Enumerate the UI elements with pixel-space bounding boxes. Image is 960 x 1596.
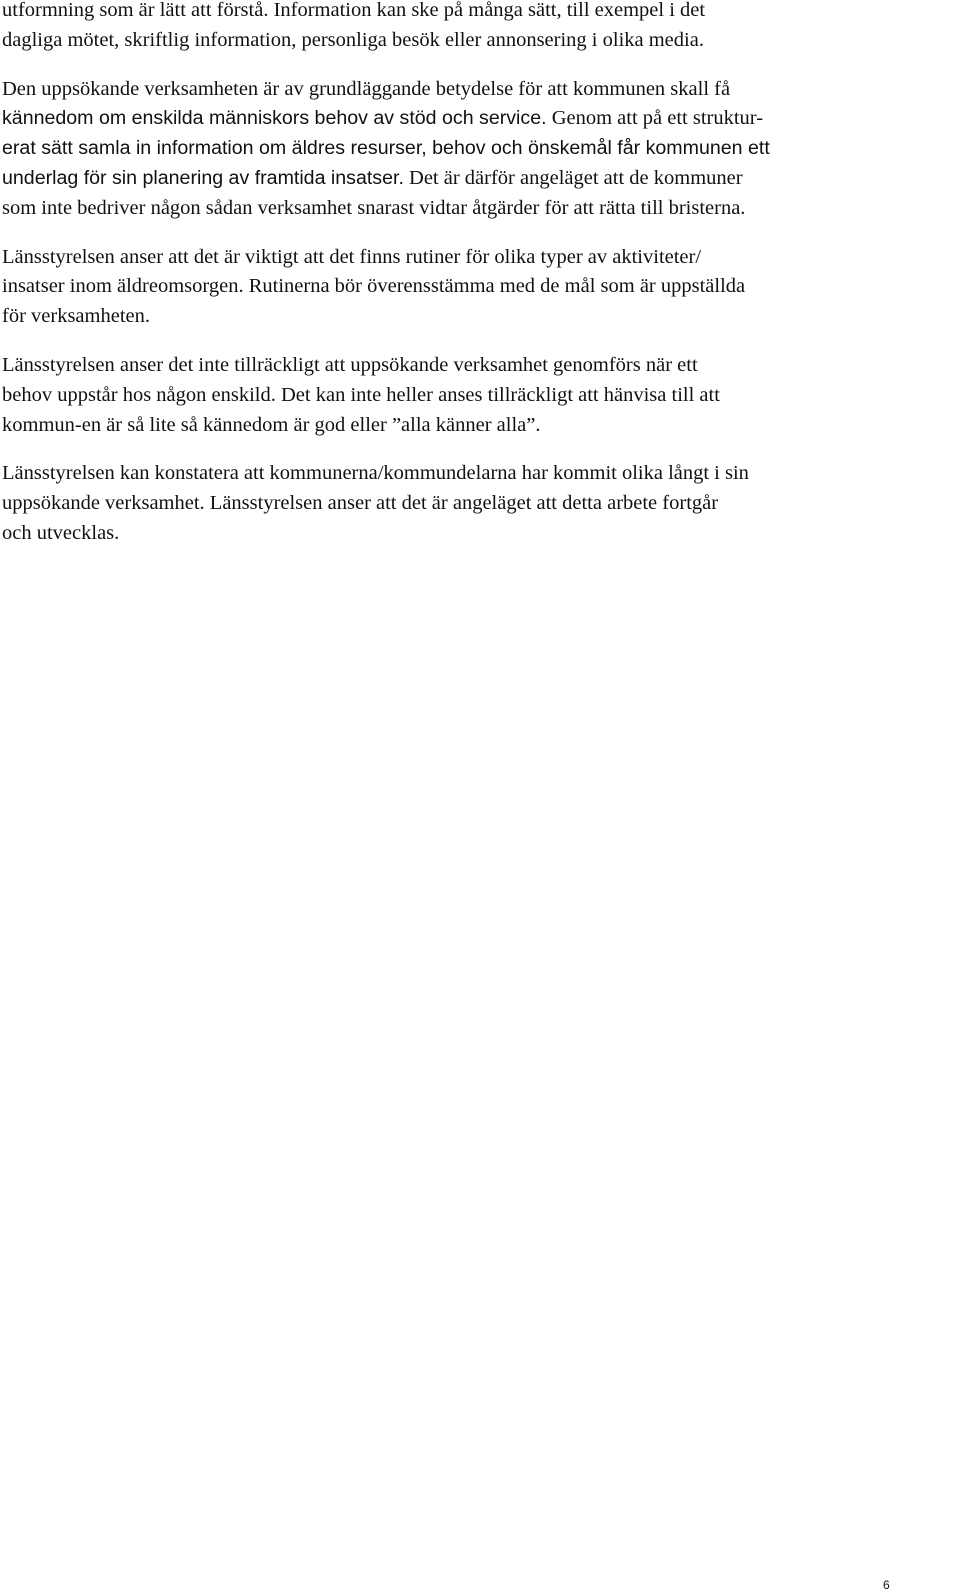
text-segment: och utvecklas. <box>2 521 120 544</box>
text-segment: utformning som är lätt att förstå. Information kan ske på många sätt, till exempel i det <box>2 0 706 21</box>
text-segment: insatser inom äldreomsorgen. Rutinerna bör överensstämma med de mål som är uppställda <box>2 275 746 298</box>
text-line <box>2 381 947 411</box>
body-text <box>2 0 947 568</box>
paragraph-4 <box>2 351 947 440</box>
text-segment: som inte bedriver någon sådan verksamhet snarast vidtar åtgärder för att rätta till bristerna. <box>2 196 746 219</box>
paragraph-3 <box>2 243 947 332</box>
text-segment: dagliga mötet, skriftlig information, personliga besök eller annonsering i olika media. <box>2 28 704 51</box>
text-line <box>2 519 947 549</box>
page-number: 6 <box>883 1578 890 1592</box>
text-line <box>2 272 947 302</box>
text-segment: Det är därför angeläget att de kommuner <box>403 166 743 189</box>
text-line <box>2 302 947 332</box>
text-segment: kommun-en är så lite så kännedom är god eller ”alla känner alla”. <box>2 413 541 436</box>
text-segment: Den uppsökande verksamheten är av grundläggande betydelse för att kommunen skall få <box>2 77 731 100</box>
text-segment: Länsstyrelsen anser det inte tillräckligt att uppsökande verksamhet genomförs när ett <box>2 353 698 376</box>
text-line <box>2 194 947 224</box>
text-segment: Länsstyrelsen kan konstatera att kommunerna/kommundelarna har kommit olika långt i sin <box>2 462 749 485</box>
text-segment: Länsstyrelsen anser att det är viktigt att det finns rutiner för olika typer av aktiviteter/ <box>2 245 702 268</box>
text-segment: Genom att på ett struktur- <box>546 107 764 130</box>
text-line <box>2 351 947 381</box>
text-line <box>2 411 947 441</box>
text-segment: erat sätt samla in information om äldres resurser, behov och önskemål får kommunen ett <box>2 137 770 160</box>
text-line <box>2 243 947 273</box>
text-line <box>2 75 947 105</box>
paragraph-5 <box>2 459 947 548</box>
text-line <box>2 26 947 56</box>
text-segment: uppsökande verksamhet. Länsstyrelsen anser att det är angeläget att detta arbete fortgår <box>2 492 719 515</box>
paragraph-1 <box>2 0 947 56</box>
text-line <box>2 459 947 489</box>
text-segment: behov uppstår hos någon enskild. Det kan inte heller anses tillräckligt att hänvisa till att <box>2 383 720 406</box>
text-line <box>2 164 947 194</box>
text-segment: kännedom om enskilda människors behov av stöd och service. <box>2 107 547 130</box>
text-line <box>2 489 947 519</box>
paragraph-2 <box>2 75 947 224</box>
text-line <box>2 104 947 134</box>
text-segment: för verksamheten. <box>2 305 150 328</box>
text-line <box>2 134 947 164</box>
text-line <box>2 0 947 26</box>
text-segment: underlag för sin planering av framtida insatser. <box>2 166 404 189</box>
